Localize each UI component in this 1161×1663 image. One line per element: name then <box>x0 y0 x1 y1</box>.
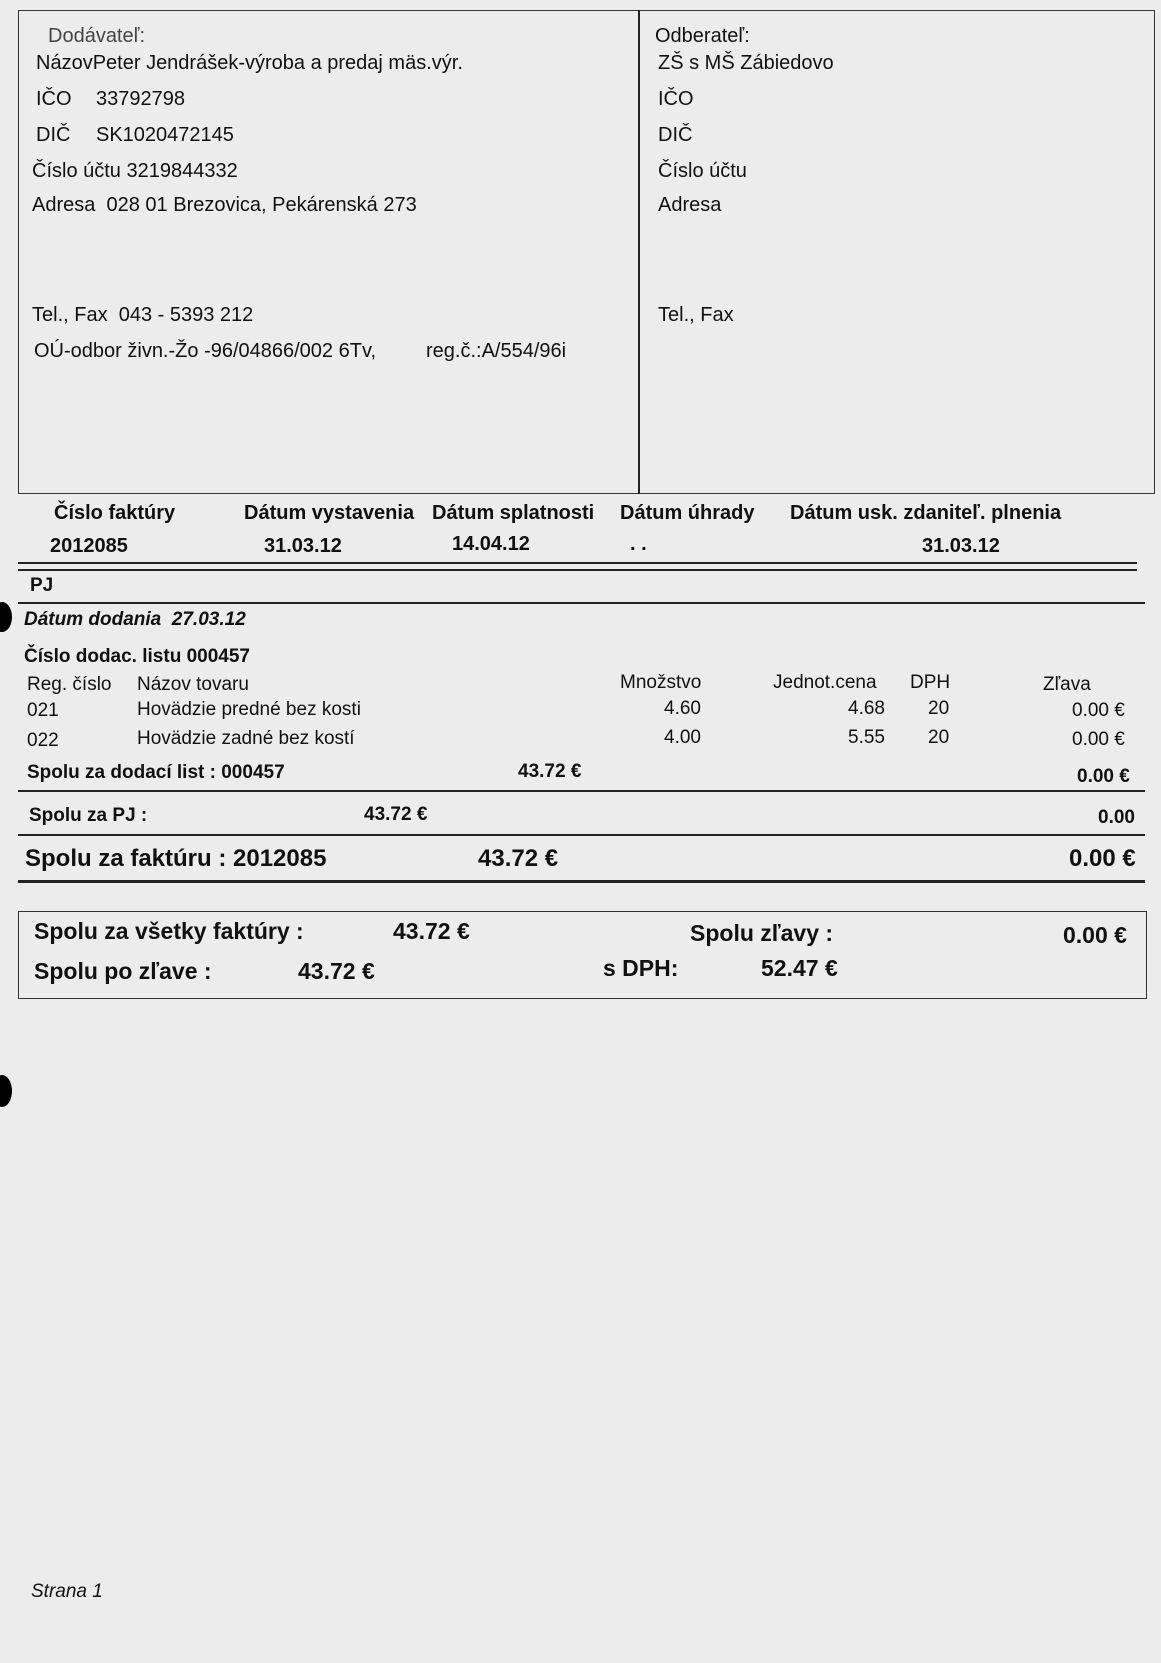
delivery-note-row <box>24 646 250 668</box>
invoice-no-label: Číslo faktúry <box>54 502 176 524</box>
col-qty-header: Množstvo <box>620 672 702 693</box>
col-reg-header: Reg. číslo <box>27 674 112 695</box>
table-row-1-vat: 20 <box>928 698 950 719</box>
table-row-1-price: 4.68 <box>848 698 885 719</box>
delivery-date: 27.03.12 <box>171 609 246 630</box>
all-invoices-amount: 43.72 € <box>393 918 470 944</box>
invoice-no-value: 2012085 <box>50 535 128 557</box>
table-row-2-price: 5.55 <box>848 727 885 748</box>
punch-hole <box>0 1075 12 1107</box>
supplier-address-row <box>32 194 417 217</box>
col-price-header: Jednot.cena <box>773 672 877 693</box>
table-row-2-reg: 022 <box>27 730 59 751</box>
delivery-subtotal-discount: 0.00 € <box>1077 766 1130 787</box>
delivery-date-label: Dátum dodania <box>24 609 162 630</box>
customer-heading: Odberateľ: <box>655 25 750 47</box>
all-invoices-label: Spolu za všetky faktúry : <box>34 918 304 944</box>
discounts-label: Spolu zľavy : <box>690 920 834 946</box>
taxable-date-label: Dátum usk. zdaniteľ. plnenia <box>790 502 1062 524</box>
supplier-address-label: Adresa <box>32 194 96 216</box>
delivery-date-row <box>24 609 246 631</box>
supplier-name-row <box>36 52 463 75</box>
with-vat-label: s DPH: <box>603 955 679 981</box>
table-row-1-qty: 4.60 <box>664 698 701 719</box>
customer-dic-label: DIČ <box>658 124 693 146</box>
col-name-header: Názov tovaru <box>137 674 249 695</box>
customer-account-label: Číslo účtu <box>658 160 747 182</box>
pj-subtotal-divider <box>18 834 1145 836</box>
punch-hole <box>0 602 12 632</box>
table-row-1-name: Hovädzie predné bez kosti <box>137 699 361 720</box>
supplier-reg-no: reg.č.:A/554/96i <box>426 340 567 362</box>
table-row-2-name: Hovädzie zadné bez kostí <box>137 728 355 749</box>
customer-address-label: Adresa <box>658 194 722 216</box>
with-vat-amount: 52.47 € <box>761 955 838 981</box>
col-discount-header: Zľava <box>1043 674 1091 695</box>
delivery-note: 000457 <box>186 646 250 667</box>
supplier-phone: 043 - 5393 212 <box>118 304 254 326</box>
pj-subtotal-discount: 0.00 <box>1098 807 1135 828</box>
parties-divider <box>638 10 640 494</box>
supplier-registry: OÚ-odbor živn.-Žo -96/04866/002 6Tv, <box>34 340 377 362</box>
supplier-name: Peter Jendrášek-výroba a predaj mäs.výr. <box>92 52 463 74</box>
header-divider-bottom <box>18 569 1137 571</box>
table-row-2-vat: 20 <box>928 727 950 748</box>
pj-subtotal-amount: 43.72 € <box>364 804 428 825</box>
supplier-phone-row <box>32 304 253 327</box>
table-row-2-qty: 4.00 <box>664 727 701 748</box>
after-discount-label: Spolu po zľave : <box>34 958 212 984</box>
customer-name: ZŠ s MŠ Zábiedovo <box>658 52 834 74</box>
supplier-heading: Dodávateľ: <box>48 25 146 47</box>
supplier-account-label: Číslo účtu <box>32 160 121 182</box>
delivery-subtotal-label: Spolu za dodací list : 000457 <box>27 762 285 783</box>
table-row-1-discount: 0.00 € <box>1072 700 1125 721</box>
supplier-phone-label: Tel., Fax <box>32 304 108 326</box>
parties-box <box>18 10 1155 494</box>
table-row-2-discount: 0.00 € <box>1072 729 1125 750</box>
pj-subtotal-label: Spolu za PJ : <box>29 805 148 826</box>
invoice-subtotal-amount: 43.72 € <box>478 845 559 872</box>
discounts-amount: 0.00 € <box>1063 922 1127 948</box>
supplier-ico: 33792798 <box>96 88 185 110</box>
delivery-note-label: Číslo dodac. listu <box>24 646 182 667</box>
customer-phone-label: Tel., Fax <box>658 304 734 326</box>
supplier-account: 3219844332 <box>126 160 238 182</box>
section-code: PJ <box>30 575 54 596</box>
supplier-dic-label: DIČ <box>36 124 71 146</box>
supplier-dic: SK1020472145 <box>96 124 234 146</box>
page-number: Strana 1 <box>31 1581 103 1602</box>
header-divider-top <box>18 562 1137 564</box>
paid-date-label: Dátum úhrady <box>620 502 755 524</box>
section-divider <box>18 602 1145 604</box>
invoice-subtotal-discount: 0.00 € <box>1069 845 1136 872</box>
after-discount-amount: 43.72 € <box>298 958 375 984</box>
supplier-address: 028 01 Brezovica, Pekárenská 273 <box>106 194 417 216</box>
table-row-1-reg: 021 <box>27 700 59 721</box>
invoice-subtotal-label: Spolu za faktúru : 2012085 <box>25 845 327 872</box>
invoice-subtotal-divider <box>18 880 1145 883</box>
paid-date-value: . . <box>630 533 647 555</box>
due-date-value: 14.04.12 <box>452 533 530 555</box>
taxable-date-value: 31.03.12 <box>922 535 1000 557</box>
customer-ico-label: IČO <box>658 88 694 110</box>
supplier-ico-label: IČO <box>36 88 72 110</box>
supplier-name-label: Názov <box>36 52 93 74</box>
delivery-subtotal-divider <box>18 790 1145 792</box>
issue-date-value: 31.03.12 <box>264 535 342 557</box>
due-date-label: Dátum splatnosti <box>432 502 595 524</box>
delivery-subtotal-amount: 43.72 € <box>518 761 582 782</box>
issue-date-label: Dátum vystavenia <box>244 502 415 524</box>
supplier-account-row <box>32 160 238 183</box>
col-vat-header: DPH <box>910 672 951 693</box>
